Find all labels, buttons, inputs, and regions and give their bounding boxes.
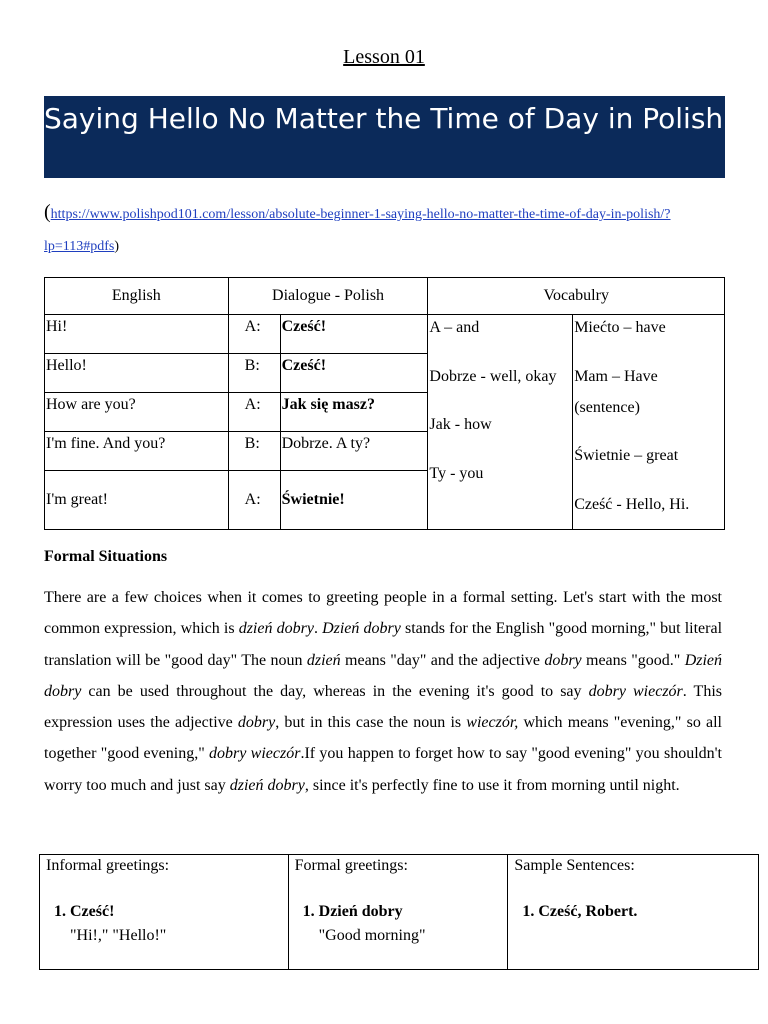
polish-term: dobry wieczór bbox=[209, 745, 301, 763]
greetings-table bbox=[39, 854, 759, 970]
polish-term: Dzień dobry bbox=[322, 620, 401, 638]
vocab-right-cell bbox=[573, 315, 725, 530]
text-run: can be used throughout the day, whereas in the evening it's good to say bbox=[81, 682, 589, 700]
row-polish: Dobrze. A ty? bbox=[280, 432, 428, 471]
row-speaker: A: bbox=[228, 393, 280, 432]
text-run: . This expression uses the adjective bbox=[44, 682, 723, 732]
sample-sentence: Cześć, Robert. bbox=[538, 903, 638, 920]
source-link[interactable]: https://www.polishpod101.com/lesson/absolute-beginner-1-saying-hello-no-matter-the-time-of-day-in-polish/?lp=113#pdfs bbox=[44, 207, 671, 254]
polish-term: Dzień dobry bbox=[44, 651, 723, 700]
sample-sentences-header: Sample Sentences: bbox=[514, 857, 635, 874]
vocab-item: Ty - you bbox=[429, 465, 484, 482]
polish-term: dobry bbox=[544, 651, 582, 669]
header-english: English bbox=[45, 278, 229, 315]
informal-greetings-header: Informal greetings: bbox=[46, 857, 170, 874]
source-close-paren: ) bbox=[114, 239, 120, 254]
lesson-title-banner bbox=[44, 96, 725, 178]
vocab-item: (sentence) bbox=[574, 399, 640, 416]
text-run: stands for the English "good morning," but literal translation will be "good day" The noun bbox=[44, 620, 723, 669]
row-polish: Cześć! bbox=[280, 315, 428, 354]
row-speaker: A: bbox=[228, 315, 280, 354]
vocab-item: Mam – Have bbox=[574, 368, 658, 385]
greeting-phrase: Dzień dobry bbox=[318, 903, 403, 920]
greeting-translation: "Good morning" bbox=[318, 927, 426, 944]
polish-term: dobry wieczór bbox=[588, 682, 683, 700]
formal-situations-paragraph bbox=[44, 582, 722, 801]
row-english: How are you? bbox=[45, 393, 229, 432]
informal-greetings-list bbox=[46, 903, 288, 945]
polish-term: dzień dobry bbox=[229, 776, 305, 794]
text-run: . bbox=[313, 620, 323, 638]
text-run: , since it's perfectly fine to use it from morning until night. bbox=[304, 776, 680, 794]
greeting-phrase: Cześć! bbox=[70, 903, 115, 920]
vocab-item: Miećto – have bbox=[574, 319, 666, 336]
greeting-translation: "Hi!," "Hello!" bbox=[70, 927, 167, 944]
list-item bbox=[319, 903, 508, 945]
row-polish: Jak się masz? bbox=[280, 393, 428, 432]
sample-sentences-list bbox=[514, 903, 758, 921]
lesson-number: Lesson 01 bbox=[343, 46, 425, 68]
formal-greetings-cell bbox=[288, 855, 508, 970]
vocab-item: Świetnie – great bbox=[574, 447, 679, 464]
polish-term: dzień dobry bbox=[238, 620, 314, 638]
sample-sentences-cell bbox=[508, 855, 759, 970]
source-link-line bbox=[44, 196, 734, 263]
polish-term: dzień bbox=[306, 651, 341, 669]
text-run: means "day" and the adjective bbox=[340, 651, 545, 669]
header-vocabulary: Vocabulry bbox=[428, 278, 725, 315]
vocab-left-cell bbox=[428, 315, 573, 530]
text-run: There are a few choices when it comes to greeting people in a formal setting. Let's start with the most common expression, which is bbox=[44, 589, 722, 638]
list-item bbox=[538, 903, 758, 921]
source-open-paren: ( bbox=[44, 201, 51, 223]
vocab-item: Dobrze - well, okay bbox=[429, 368, 557, 385]
row-speaker: A: bbox=[228, 471, 280, 530]
row-speaker: B: bbox=[228, 354, 280, 393]
formal-situations-heading: Formal Situations bbox=[44, 548, 168, 565]
row-english: I'm great! bbox=[45, 471, 229, 530]
text-run: .If you happen to forget how to say "good evening" you shouldn't worry too much and just say bbox=[44, 745, 722, 794]
text-run: which means "evening," so all together "good evening," bbox=[44, 714, 723, 763]
list-item bbox=[70, 903, 288, 945]
vocab-item: A – and bbox=[429, 319, 480, 336]
formal-greetings-header: Formal greetings: bbox=[294, 857, 408, 874]
row-english: I'm fine. And you? bbox=[45, 432, 229, 471]
vocab-item: Jak - how bbox=[429, 416, 492, 433]
lesson-title: Saying Hello No Matter the Time of Day in Polish bbox=[44, 102, 724, 135]
formal-greetings-list bbox=[295, 903, 508, 945]
row-polish: Cześć! bbox=[280, 354, 428, 393]
polish-term: wieczór, bbox=[466, 714, 519, 732]
row-speaker: B: bbox=[228, 432, 280, 471]
dialogue-table bbox=[44, 277, 725, 530]
polish-term: dobry bbox=[237, 714, 276, 732]
row-english: Hello! bbox=[45, 354, 229, 393]
row-polish: Świetnie! bbox=[280, 471, 428, 530]
vocab-item: Cześć - Hello, Hi. bbox=[574, 496, 690, 513]
row-english: Hi! bbox=[45, 315, 229, 354]
header-dialogue: Dialogue - Polish bbox=[228, 278, 428, 315]
text-run: , but in this case the noun is bbox=[275, 714, 467, 732]
informal-greetings-cell bbox=[40, 855, 289, 970]
text-run: means "good." bbox=[581, 651, 685, 669]
